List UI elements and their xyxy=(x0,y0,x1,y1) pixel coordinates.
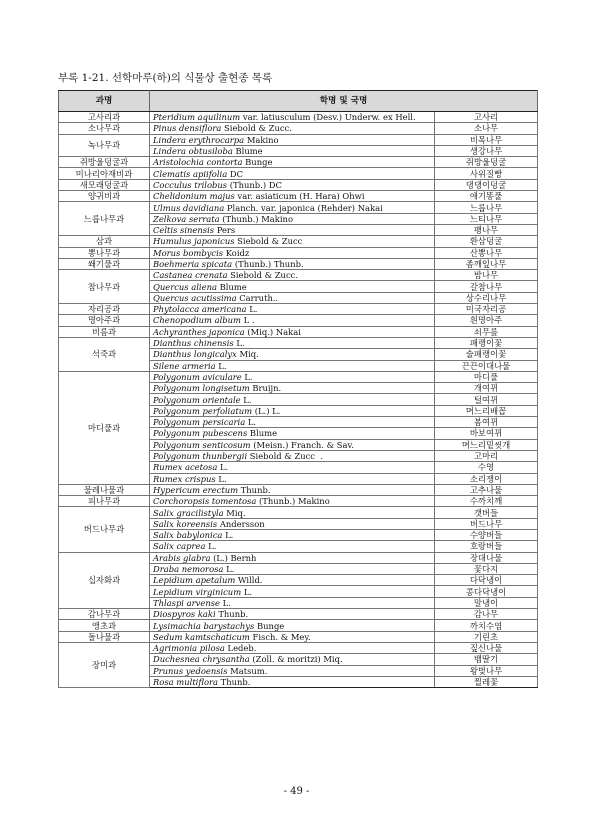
korean-name-cell: 상수리나무 xyxy=(435,292,538,303)
species-authority: L. xyxy=(240,394,252,405)
scientific-name-cell xyxy=(150,270,435,281)
species-name: Chenopodium album xyxy=(153,315,242,326)
scientific-name-cell xyxy=(150,428,435,439)
scientific-name-cell xyxy=(150,450,435,461)
species-authority: DC xyxy=(227,168,243,179)
species-name: Salix koreensis xyxy=(153,518,218,529)
species-authority: var. asiaticum (H. Hara) Ohwi xyxy=(234,191,365,202)
korean-name-cell: 수영 xyxy=(435,462,538,473)
species-name: Polygonum orientale xyxy=(153,394,241,405)
korean-name-cell: 소나무 xyxy=(435,123,538,134)
species-name: Rumex crispus xyxy=(153,473,216,484)
species-name: Lepidium apetalum xyxy=(153,575,236,586)
species-authority: (L.) L. xyxy=(252,405,281,416)
table-row xyxy=(59,179,538,190)
species-authority: var. latiusculum (Desv.) Underw. ex Hell. xyxy=(240,112,416,123)
scientific-name-cell xyxy=(150,145,435,156)
korean-name-cell: 며느리배꼽 xyxy=(435,405,538,416)
species-name: Sedum kamtschaticum xyxy=(153,631,250,642)
scientific-name-cell xyxy=(150,224,435,235)
family-cell: 십자화과 xyxy=(59,552,150,608)
korean-name-cell: 개여뀌 xyxy=(435,383,538,394)
korean-name-cell: 느티나무 xyxy=(435,213,538,224)
species-name: Zelkova serrata xyxy=(153,213,220,224)
species-authority: Andersson xyxy=(217,518,265,529)
korean-name-cell: 밤나무 xyxy=(435,270,538,281)
species-name: Cocculus trilobus xyxy=(153,179,228,190)
table-row xyxy=(59,304,538,315)
species-name: Polygonum aviculare xyxy=(153,371,242,382)
korean-name-cell: 사위질빵 xyxy=(435,168,538,179)
scientific-name-cell xyxy=(150,371,435,382)
korean-name-cell: 봄여뀌 xyxy=(435,417,538,428)
species-authority: (Zoll. & moritzi) Miq. xyxy=(249,654,343,665)
table-row xyxy=(59,642,538,653)
table-row xyxy=(59,484,538,495)
korean-name-cell: 갯버들 xyxy=(435,507,538,518)
korean-name-cell: 소리쟁이 xyxy=(435,473,538,484)
korean-name-cell: 장대나물 xyxy=(435,552,538,563)
korean-name-cell: 산뽕나무 xyxy=(435,247,538,258)
species-name: Draba nemorosa xyxy=(153,564,224,575)
scientific-name-cell xyxy=(150,112,435,123)
table-row xyxy=(59,258,538,269)
family-cell: 소나무과 xyxy=(59,123,150,134)
scientific-name-cell xyxy=(150,620,435,631)
scientific-name-cell xyxy=(150,202,435,213)
species-name: Ulmus davidiana xyxy=(153,202,225,213)
species-authority: Carruth.. xyxy=(236,292,279,303)
species-name: Prunus yedoensis xyxy=(153,665,228,676)
species-name: Polygonum perfoliatum xyxy=(153,405,253,416)
korean-name-cell: 팽나무 xyxy=(435,224,538,235)
header-family: 과명 xyxy=(59,91,150,112)
table-row xyxy=(59,315,538,326)
scientific-name-cell xyxy=(150,563,435,574)
family-cell: 뽕나무과 xyxy=(59,247,150,258)
scientific-name-cell xyxy=(150,665,435,676)
species-name: Achyranthes japonica xyxy=(153,326,245,337)
scientific-name-cell xyxy=(150,326,435,337)
species-authority: Makino xyxy=(244,134,279,145)
species-authority: (Thunb.) Makino xyxy=(219,213,293,224)
korean-name-cell: 느릅나무 xyxy=(435,202,538,213)
korean-name-cell: 환삼덩굴 xyxy=(435,236,538,247)
scientific-name-cell xyxy=(150,518,435,529)
species-authority: L. xyxy=(241,371,253,382)
species-authority: Siebold & Zucc xyxy=(234,236,303,247)
species-name: Diospyros kaki xyxy=(153,609,216,620)
table-row xyxy=(59,371,538,382)
family-cell: 석죽과 xyxy=(59,337,150,371)
family-cell: 쐐기풀과 xyxy=(59,258,150,269)
family-cell: 마디풀과 xyxy=(59,371,150,484)
table-row xyxy=(59,326,538,337)
species-authority: Koidz xyxy=(223,247,250,258)
scientific-name-cell xyxy=(150,484,435,495)
korean-name-cell: 술패랭이꽃 xyxy=(435,349,538,360)
korean-name-cell: 바보여뀌 xyxy=(435,428,538,439)
species-name: Corchoropsis tomentosa xyxy=(153,496,257,507)
table-body xyxy=(59,112,538,688)
korean-name-cell: 며느리밑씻개 xyxy=(435,439,538,450)
species-name: Pinus densiflora xyxy=(153,123,222,134)
scientific-name-cell xyxy=(150,417,435,428)
species-name: Phytolacca americana xyxy=(153,304,247,315)
korean-name-cell: 호랑버들 xyxy=(435,541,538,552)
species-authority: L. xyxy=(245,417,257,428)
family-cell: 비름과 xyxy=(59,326,150,337)
family-cell: 자리공과 xyxy=(59,304,150,315)
scientific-name-cell xyxy=(150,642,435,653)
korean-name-cell: 고추나물 xyxy=(435,484,538,495)
species-authority: Thunb. xyxy=(215,609,249,620)
table-row xyxy=(59,202,538,213)
scientific-name-cell xyxy=(150,179,435,190)
korean-name-cell: 좀깨잎나무 xyxy=(435,258,538,269)
scientific-name-cell xyxy=(150,168,435,179)
family-cell: 돌나물과 xyxy=(59,631,150,642)
species-name: Polygonum senticosum xyxy=(153,439,251,450)
species-name: Chelidonium majus xyxy=(153,191,235,202)
species-authority: L . xyxy=(241,315,255,326)
species-name: Thlaspi arvense xyxy=(153,597,220,608)
species-authority: Siebold & Zucc. xyxy=(221,123,292,134)
family-cell: 명아주과 xyxy=(59,315,150,326)
family-cell: 녹나무과 xyxy=(59,134,150,157)
species-authority: Thunb. xyxy=(238,484,271,495)
species-authority: (Thunb.) Makino xyxy=(256,496,330,507)
table-row xyxy=(59,270,538,281)
species-authority: L. xyxy=(219,597,231,608)
family-cell: 삼과 xyxy=(59,236,150,247)
species-name: Lysimachia barystachys xyxy=(153,620,255,631)
species-authority: L. xyxy=(233,338,245,349)
korean-name-cell: 다닥냉이 xyxy=(435,575,538,586)
korean-name-cell: 감나무 xyxy=(435,609,538,620)
species-name: Arabis glabra xyxy=(153,552,211,563)
scientific-name-cell xyxy=(150,292,435,303)
scientific-name-cell xyxy=(150,191,435,202)
species-name: Polygonum longisetum xyxy=(153,383,250,394)
scientific-name-cell xyxy=(150,213,435,224)
species-name: Celtis sinensis xyxy=(153,225,215,236)
species-authority: L. xyxy=(205,541,217,552)
table-row xyxy=(59,191,538,202)
species-name: Pteridium aquilinum xyxy=(153,112,241,123)
family-cell: 참나무과 xyxy=(59,270,150,304)
korean-name-cell: 짚신나물 xyxy=(435,642,538,653)
species-name: Aristolochia contorta xyxy=(153,157,243,168)
korean-name-cell: 쇠무릎 xyxy=(435,326,538,337)
header-name: 학명 및 국명 xyxy=(150,91,538,112)
scientific-name-cell xyxy=(150,304,435,315)
species-authority: L. xyxy=(215,473,227,484)
species-table xyxy=(58,90,538,688)
korean-name-cell: 갈참나무 xyxy=(435,281,538,292)
scientific-name-cell xyxy=(150,157,435,168)
korean-name-cell: 왕벚나무 xyxy=(435,665,538,676)
scientific-name-cell xyxy=(150,258,435,269)
table-header-row xyxy=(59,91,538,112)
species-name: Rosa multiflora xyxy=(153,676,218,687)
species-name: Agrimonia pilosa xyxy=(153,643,225,654)
family-cell: 피나무과 xyxy=(59,496,150,507)
species-authority: (Thunb.) Thunb. xyxy=(232,259,304,269)
scientific-name-cell xyxy=(150,597,435,608)
species-name: Dianthus chinensis xyxy=(153,338,234,349)
scientific-name-cell xyxy=(150,676,435,687)
table-row xyxy=(59,552,538,563)
korean-name-cell: 패랭이꽃 xyxy=(435,337,538,348)
table-row xyxy=(59,631,538,642)
table-row xyxy=(59,337,538,348)
family-cell: 장미과 xyxy=(59,642,150,687)
species-name: Castanea crenata xyxy=(153,270,228,281)
species-authority: L. xyxy=(241,586,253,597)
species-authority: Siebold & Zucc. xyxy=(227,270,298,281)
family-cell: 물레나물과 xyxy=(59,484,150,495)
korean-name-cell: 뱀딸기 xyxy=(435,654,538,665)
species-name: Morus bombycis xyxy=(153,247,224,258)
family-cell: 앵초과 xyxy=(59,620,150,631)
species-authority: L. xyxy=(215,360,227,371)
scientific-name-cell xyxy=(150,586,435,597)
family-cell: 새모래덩굴과 xyxy=(59,179,150,190)
page-number: - 49 - xyxy=(283,786,310,797)
family-cell: 감나무과 xyxy=(59,609,150,620)
table-row xyxy=(59,168,538,179)
table-row xyxy=(59,620,538,631)
korean-name-cell: 마디풀 xyxy=(435,371,538,382)
scientific-name-cell xyxy=(150,439,435,450)
species-name: Salix babylonica xyxy=(153,530,223,541)
species-name: Polygonum pubescens xyxy=(153,428,248,439)
scientific-name-cell xyxy=(150,541,435,552)
korean-name-cell: 흰명아주 xyxy=(435,315,538,326)
species-name: Quercus acutissima xyxy=(153,292,237,303)
scientific-name-cell xyxy=(150,360,435,371)
species-name: Boehmeria spicata xyxy=(153,259,233,269)
species-authority: Ledeb. xyxy=(224,643,257,654)
species-name: Hypericum erectum xyxy=(153,484,239,495)
korean-name-cell: 수양버들 xyxy=(435,529,538,540)
table-caption: 부록 1-21. 선학마루(하)의 식물상 출현종 목록 xyxy=(58,72,273,84)
species-authority: Thunb. xyxy=(217,676,251,687)
species-authority: Miq. xyxy=(223,507,246,518)
table-row xyxy=(59,609,538,620)
species-name: Silene armeria xyxy=(153,360,216,371)
korean-name-cell: 쥐방울덩굴 xyxy=(435,157,538,168)
family-cell: 양귀비과 xyxy=(59,191,150,202)
scientific-name-cell xyxy=(150,123,435,134)
table-row xyxy=(59,507,538,518)
species-authority: (Thunb.) DC xyxy=(227,179,282,190)
korean-name-cell: 애기똥풀 xyxy=(435,191,538,202)
species-name: Humulus japonicus xyxy=(153,236,235,247)
table-row xyxy=(59,496,538,507)
species-authority: Blume xyxy=(216,281,247,292)
scientific-name-cell xyxy=(150,609,435,620)
species-authority: (Meisn.) Franch. & Sav. xyxy=(250,439,354,450)
korean-name-cell: 비목나무 xyxy=(435,134,538,145)
species-authority: Planch. var. japonica (Rehder) Nakai xyxy=(224,202,383,213)
species-authority: Bunge xyxy=(242,157,273,168)
korean-name-cell: 고사리 xyxy=(435,112,538,123)
scientific-name-cell xyxy=(150,631,435,642)
korean-name-cell: 기린초 xyxy=(435,631,538,642)
table-row xyxy=(59,123,538,134)
korean-name-cell: 고마리 xyxy=(435,450,538,461)
species-name: Salix caprea xyxy=(153,541,206,552)
species-authority: L. xyxy=(246,304,258,315)
scientific-name-cell xyxy=(150,462,435,473)
scientific-name-cell xyxy=(150,337,435,348)
scientific-name-cell xyxy=(150,315,435,326)
scientific-name-cell xyxy=(150,473,435,484)
family-cell: 고사리과 xyxy=(59,112,150,123)
species-name: Polygonum persicaria xyxy=(153,417,246,428)
scientific-name-cell xyxy=(150,529,435,540)
table-row xyxy=(59,236,538,247)
species-name: Clematis apiifolia xyxy=(153,168,228,179)
table-row xyxy=(59,247,538,258)
korean-name-cell: 댕댕이덩굴 xyxy=(435,179,538,190)
species-authority: Siebold & Zucc . xyxy=(247,451,323,462)
scientific-name-cell xyxy=(150,405,435,416)
species-authority: Bruijn. xyxy=(249,383,282,394)
scientific-name-cell xyxy=(150,134,435,145)
scientific-name-cell xyxy=(150,496,435,507)
species-authority: L. xyxy=(222,530,234,541)
scientific-name-cell xyxy=(150,507,435,518)
species-authority: L. xyxy=(217,462,229,473)
korean-name-cell: 버드나무 xyxy=(435,518,538,529)
scientific-name-cell xyxy=(150,236,435,247)
species-name: Lindera obtusiloba xyxy=(153,146,233,157)
species-authority: Blume xyxy=(247,428,278,439)
species-name: Salix gracilistyla xyxy=(153,507,224,518)
species-name: Lepidium virginicum xyxy=(153,586,242,597)
species-authority: Pers xyxy=(214,225,236,236)
species-authority: Miq. xyxy=(236,349,259,360)
scientific-name-cell xyxy=(150,349,435,360)
species-name: Quercus aliena xyxy=(153,281,217,292)
family-cell: 쥐방울덩굴과 xyxy=(59,157,150,168)
scientific-name-cell xyxy=(150,247,435,258)
species-name: Polygonum thunbergii xyxy=(153,451,248,462)
korean-name-cell: 생강나무 xyxy=(435,145,538,156)
species-authority: (Miq.) Nakai xyxy=(244,326,301,337)
species-authority: Willd. xyxy=(235,575,263,586)
species-authority: Blume xyxy=(232,146,263,157)
scientific-name-cell xyxy=(150,654,435,665)
korean-name-cell: 콩다닥냉이 xyxy=(435,586,538,597)
species-authority: L. xyxy=(223,564,235,575)
korean-name-cell: 꽃다지 xyxy=(435,563,538,574)
species-name: Dianthus longicalyx xyxy=(153,349,237,360)
species-authority: (L.) Bernh xyxy=(210,552,257,563)
scientific-name-cell xyxy=(150,552,435,563)
scientific-name-cell xyxy=(150,281,435,292)
scientific-name-cell xyxy=(150,575,435,586)
korean-name-cell: 털여뀌 xyxy=(435,394,538,405)
korean-name-cell: 수까치깨 xyxy=(435,496,538,507)
family-cell: 버드나무과 xyxy=(59,507,150,552)
table-row xyxy=(59,134,538,145)
family-cell: 느릅나무과 xyxy=(59,202,150,236)
species-name: Duchesnea chrysantha xyxy=(153,654,250,665)
korean-name-cell: 미국자리공 xyxy=(435,304,538,315)
korean-name-cell: 끈끈이대나물 xyxy=(435,360,538,371)
korean-name-cell: 찔레꽃 xyxy=(435,676,538,687)
species-authority: Matsum. xyxy=(227,665,268,676)
table-row xyxy=(59,112,538,123)
table-row xyxy=(59,157,538,168)
species-name: Rumex acetosa xyxy=(153,462,218,473)
species-authority: Fisch. & Mey. xyxy=(249,631,311,642)
species-authority: Bunge xyxy=(254,620,285,631)
family-cell: 미나리아재비과 xyxy=(59,168,150,179)
scientific-name-cell xyxy=(150,394,435,405)
korean-name-cell: 말냉이 xyxy=(435,597,538,608)
scientific-name-cell xyxy=(150,383,435,394)
species-name: Lindera erythrocarpa xyxy=(153,134,245,145)
korean-name-cell: 까치수염 xyxy=(435,620,538,631)
